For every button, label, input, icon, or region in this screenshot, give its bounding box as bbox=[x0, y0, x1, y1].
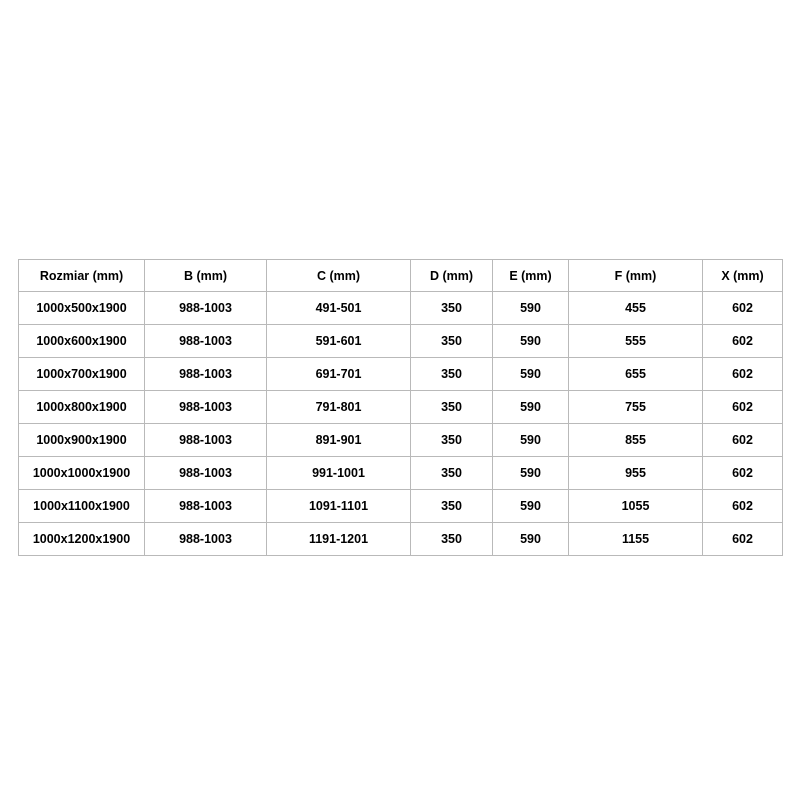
cell-c: 891-901 bbox=[267, 424, 411, 457]
table-row bbox=[19, 457, 783, 490]
cell-rozmiar: 1000x1000x1900 bbox=[19, 457, 145, 490]
cell-b: 988-1003 bbox=[145, 490, 267, 523]
cell-f: 555 bbox=[569, 325, 703, 358]
cell-c: 691-701 bbox=[267, 358, 411, 391]
cell-x: 602 bbox=[703, 490, 783, 523]
table-header bbox=[19, 260, 783, 292]
table-row bbox=[19, 490, 783, 523]
table-row bbox=[19, 292, 783, 325]
cell-f: 755 bbox=[569, 391, 703, 424]
cell-c: 1091-1101 bbox=[267, 490, 411, 523]
dimensions-table bbox=[18, 259, 783, 556]
cell-d: 350 bbox=[411, 457, 493, 490]
table-row bbox=[19, 325, 783, 358]
cell-d: 350 bbox=[411, 523, 493, 556]
spec-table-container bbox=[18, 259, 782, 556]
cell-d: 350 bbox=[411, 424, 493, 457]
cell-e: 590 bbox=[493, 358, 569, 391]
table-row bbox=[19, 523, 783, 556]
cell-rozmiar: 1000x700x1900 bbox=[19, 358, 145, 391]
table-row bbox=[19, 358, 783, 391]
cell-rozmiar: 1000x600x1900 bbox=[19, 325, 145, 358]
cell-f: 655 bbox=[569, 358, 703, 391]
cell-d: 350 bbox=[411, 490, 493, 523]
cell-e: 590 bbox=[493, 325, 569, 358]
cell-e: 590 bbox=[493, 292, 569, 325]
table-header-row bbox=[19, 260, 783, 292]
cell-e: 590 bbox=[493, 391, 569, 424]
column-header-f: F (mm) bbox=[569, 260, 703, 292]
cell-e: 590 bbox=[493, 523, 569, 556]
cell-c: 991-1001 bbox=[267, 457, 411, 490]
cell-f: 955 bbox=[569, 457, 703, 490]
cell-f: 1155 bbox=[569, 523, 703, 556]
cell-rozmiar: 1000x500x1900 bbox=[19, 292, 145, 325]
cell-c: 1191-1201 bbox=[267, 523, 411, 556]
table-body bbox=[19, 292, 783, 556]
cell-d: 350 bbox=[411, 292, 493, 325]
cell-rozmiar: 1000x1100x1900 bbox=[19, 490, 145, 523]
cell-b: 988-1003 bbox=[145, 391, 267, 424]
cell-c: 491-501 bbox=[267, 292, 411, 325]
column-header-x: X (mm) bbox=[703, 260, 783, 292]
cell-x: 602 bbox=[703, 358, 783, 391]
cell-x: 602 bbox=[703, 523, 783, 556]
cell-rozmiar: 1000x1200x1900 bbox=[19, 523, 145, 556]
cell-c: 791-801 bbox=[267, 391, 411, 424]
cell-b: 988-1003 bbox=[145, 457, 267, 490]
cell-d: 350 bbox=[411, 358, 493, 391]
cell-b: 988-1003 bbox=[145, 424, 267, 457]
table-row bbox=[19, 424, 783, 457]
column-header-rozmiar: Rozmiar (mm) bbox=[19, 260, 145, 292]
cell-d: 350 bbox=[411, 391, 493, 424]
cell-c: 591-601 bbox=[267, 325, 411, 358]
cell-x: 602 bbox=[703, 457, 783, 490]
cell-b: 988-1003 bbox=[145, 292, 267, 325]
cell-rozmiar: 1000x800x1900 bbox=[19, 391, 145, 424]
column-header-b: B (mm) bbox=[145, 260, 267, 292]
cell-d: 350 bbox=[411, 325, 493, 358]
column-header-c: C (mm) bbox=[267, 260, 411, 292]
cell-x: 602 bbox=[703, 424, 783, 457]
cell-b: 988-1003 bbox=[145, 325, 267, 358]
cell-e: 590 bbox=[493, 490, 569, 523]
column-header-d: D (mm) bbox=[411, 260, 493, 292]
cell-f: 455 bbox=[569, 292, 703, 325]
cell-e: 590 bbox=[493, 424, 569, 457]
cell-x: 602 bbox=[703, 292, 783, 325]
cell-f: 855 bbox=[569, 424, 703, 457]
cell-rozmiar: 1000x900x1900 bbox=[19, 424, 145, 457]
cell-b: 988-1003 bbox=[145, 358, 267, 391]
column-header-e: E (mm) bbox=[493, 260, 569, 292]
cell-x: 602 bbox=[703, 325, 783, 358]
table-row bbox=[19, 391, 783, 424]
cell-x: 602 bbox=[703, 391, 783, 424]
cell-f: 1055 bbox=[569, 490, 703, 523]
cell-b: 988-1003 bbox=[145, 523, 267, 556]
cell-e: 590 bbox=[493, 457, 569, 490]
